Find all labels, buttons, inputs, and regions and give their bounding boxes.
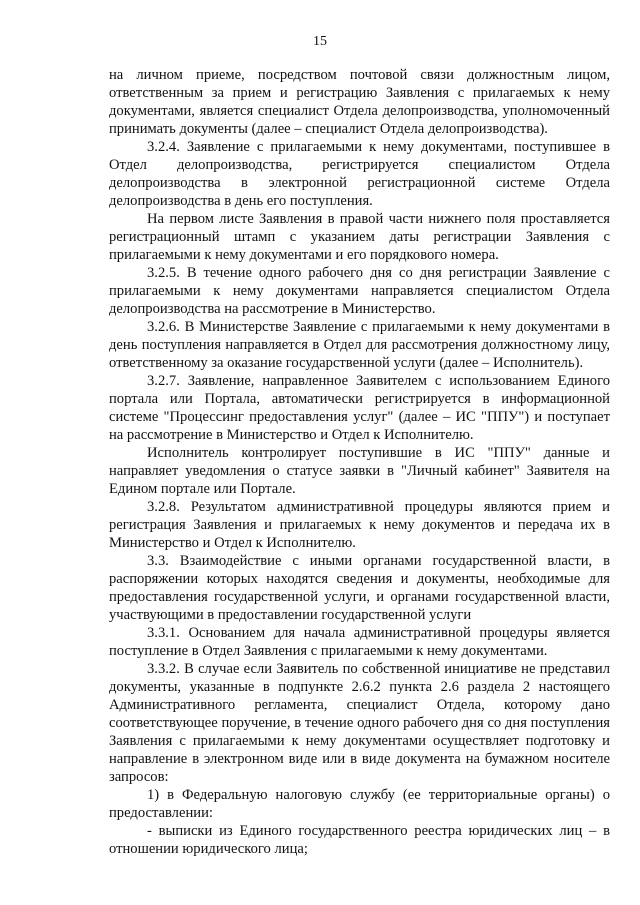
- page-number: 15: [313, 34, 327, 49]
- paragraph-3-2-7: 3.2.7. Заявление, направленное Заявителем с использованием Единого портала или Портала, автоматически регистрируется в информационной системе "Процессинг предоставления услуг" (далее – ИС "ППУ") и поступает на рассмотрение в Министерство и Отдел к Исполнителю.: [109, 373, 610, 443]
- paragraph-3-3-1: 3.3.1. Основанием для начала административной процедуры является поступление в Отдел Заявления с прилагаемыми к нему документами.: [109, 625, 610, 659]
- paragraph-continuation: на личном приеме, посредством почтовой связи должностным лицом, ответственным за прием и регистрацию Заявления с прилагаемых к нему документами, является специалист Отдела делопроизводства, уполномоченный принимать документы (далее – специалист Отдела делопроизводства).: [109, 67, 610, 137]
- paragraph-3-2-6: 3.2.6. В Министерстве Заявление с прилагаемыми к нему документами в день поступления направляется в Отдел для рассмотрения должностному лицу, ответственному за оказание государственной услуги (далее – Исполнитель).: [109, 319, 610, 371]
- paragraph-3-2-5: 3.2.5. В течение одного рабочего дня со дня регистрации Заявление с прилагаемыми к нему документами направляется специалистом Отдела делопроизводства на рассмотрение в Министерство.: [109, 265, 610, 317]
- paragraph-executor-control: Исполнитель контролирует поступившие в ИС "ППУ" данные и направляет уведомления о статусе заявки в "Личный кабинет" Заявителя на Едином портале или Портале.: [109, 445, 610, 497]
- paragraph-3-2-8: 3.2.8. Результатом административной процедуры являются прием и регистрация Заявления и прилагаемых к нему документов и передача их в Министерство и Отдел к Исполнителю.: [109, 499, 610, 551]
- paragraph-3-2-4: 3.2.4. Заявление с прилагаемыми к нему документами, поступившее в Отдел делопроизводства, регистрируется специалистом Отдела делопроизводства в электронной регистрационной системе Отдела делопроизводства в день его поступления.: [109, 139, 610, 209]
- paragraph-3-3: 3.3. Взаимодействие с иными органами государственной власти, в распоряжении которых находятся сведения и документы, необходимые для предоставления государственной услуги, и органами государственной власти, участвующими в предоставлении государственной услуги: [109, 553, 610, 623]
- document-body: [109, 66, 610, 858]
- list-item-dash: - выписки из Единого государственного реестра юридических лиц – в отношении юридического лица;: [109, 823, 610, 857]
- paragraph-registration-stamp: На первом листе Заявления в правой части нижнего поля проставляется регистрационный штамп с указанием даты регистрации Заявления с прилагаемыми к нему документами и его порядкового номера.: [109, 211, 610, 263]
- paragraph-3-3-2: 3.3.2. В случае если Заявитель по собственной инициативе не представил документы, указанные в подпункте 2.6.2 пункта 2.6 раздела 2 настоящего Административного регламента, специалист Отдела, которому дано соответствующее поручение, в течение одного рабочего дня со дня поступления Заявления с прилагаемыми к нему документами осуществляет подготовку и направление в электронном виде или в виде документа на бумажном носителе запросов:: [109, 661, 610, 785]
- list-item-1: 1) в Федеральную налоговую службу (ее территориальные органы) о предоставлении:: [109, 787, 610, 821]
